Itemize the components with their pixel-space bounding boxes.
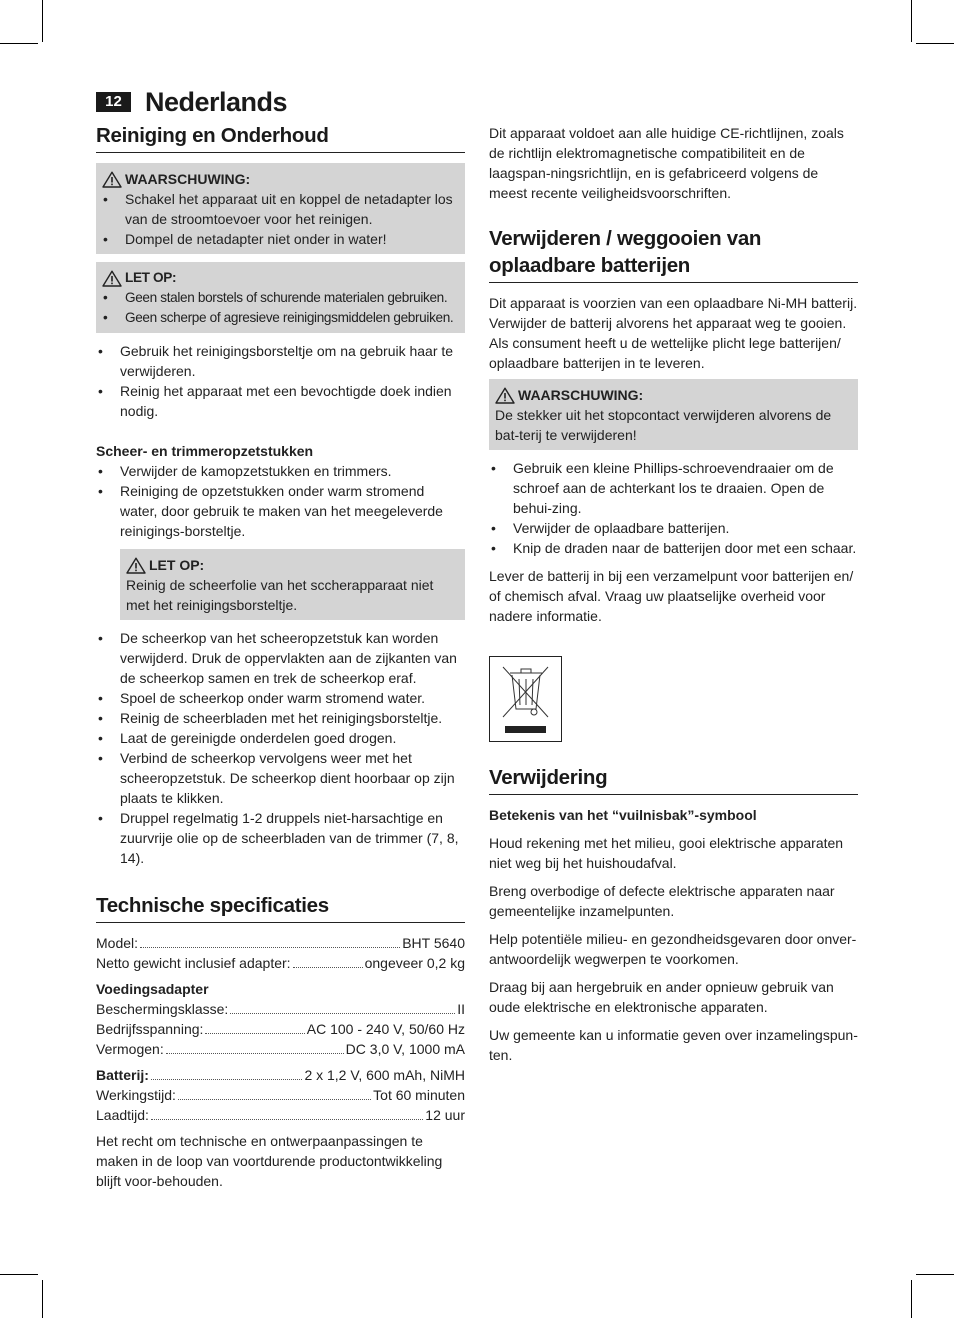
spec-label: Model:	[96, 935, 139, 951]
caution-item: • Geen stalen borstels of schurende materialen gebruiken.	[102, 288, 459, 308]
list-item: • Knip de draden naar de batterijen door met een schaar.	[489, 538, 858, 558]
warning-triangle-icon	[102, 171, 122, 188]
warning-triangle-icon	[102, 270, 122, 287]
list-item: • Reinig het apparaat met een bevochtigde doek indien nodig.	[96, 381, 465, 421]
caution-title: LET OP:	[125, 270, 177, 285]
warning-title: WAARSCHUWING:	[125, 171, 251, 187]
page-title: Nederlands	[145, 87, 288, 117]
crop-mark	[42, 1280, 43, 1318]
right-column	[489, 123, 858, 1073]
attachments-list	[96, 461, 465, 541]
list-item: • Verbind de scheerkop vervolgens weer met het scheeropzetstuk. De scheerkop dient hoorbaar op zijn plaats te klikken.	[96, 748, 465, 808]
spec-label: Netto gewicht inclusief adapter:	[96, 955, 291, 971]
warning-triangle-icon	[495, 387, 515, 404]
cleaning-heading: Reiniging en Onderhoud	[96, 122, 465, 153]
battery-closing: Lever de batterij in bij een verzamelpunt voor batterijen en/ of chemisch afval. Vraag uw plaatselijke overheid voor nadere informatie.	[489, 568, 854, 624]
disposal-paragraph: Help potentiële milieu- en gezondheidsgevaren door onver-antwoordelijk wegwerpen te voorkomen.	[489, 931, 857, 967]
list-item: • De scheerkop van het scheeropzetstuk kan worden verwijderd. Druk de oppervlakten aan de zijkanten van de scheerkop samen en trek de scheerkop eraf.	[96, 628, 465, 688]
disposal-paragraph: Uw gemeente kan u informatie geven over inzamelingspun-ten.	[489, 1027, 858, 1063]
spec-label: Vermogen:	[96, 1041, 164, 1057]
battery-steps-list	[489, 458, 858, 558]
list-item: • Reinig de scheerbladen met het reinigingsborsteltje.	[96, 708, 465, 728]
crop-mark	[0, 1274, 38, 1275]
list-item: • Gebruik een kleine Phillips-schroevendraaier om de schroef aan de achterkant los te draaien. Open de behui-zing.	[489, 458, 858, 518]
crossed-out-wheelie-bin-icon	[490, 657, 561, 741]
specs-heading: Technische specificaties	[96, 892, 465, 923]
spec-value: ongeveer 0,2 kg	[364, 955, 465, 971]
leader-dots	[166, 1040, 344, 1054]
spec-row-model	[96, 933, 465, 953]
spec-label: Bedrijfsspanning:	[96, 1021, 204, 1037]
spec-label: Batterij:	[96, 1067, 149, 1083]
spec-row-charge	[96, 1105, 465, 1125]
leader-dots	[293, 954, 363, 968]
warning-item: • Schakel het apparaat uit en koppel de netadapter los van de stroomtoevoer voor het reinigen.	[102, 189, 459, 229]
disposal-paragraph: Houd rekening met het milieu, gooi elektrische apparaten niet weg bij het huishoudafval.	[489, 835, 844, 871]
shaver-head-list	[96, 628, 465, 868]
spec-row-power	[96, 1039, 465, 1059]
list-item: • Reiniging de opzetstukken onder warm stromend water, door gebruik te maken van het meegeleverde reinigings-borsteltje.	[96, 481, 465, 541]
spec-row-protection	[96, 999, 465, 1019]
warning-box	[96, 163, 465, 254]
leader-dots	[151, 1106, 423, 1120]
battery-warning-box	[489, 379, 858, 450]
warning-title: WAARSCHUWING:	[518, 387, 644, 403]
spec-value: DC 3,0 V, 1000 mA	[345, 1041, 465, 1057]
warning-text: De stekker uit het stopcontact verwijderen alvorens de bat-terij te verwijderen!	[495, 407, 832, 443]
disposal-paragraph: Breng overbodige of defecte elektrische apparaten naar gemeentelijke inzamelpunten.	[489, 883, 835, 919]
disposal-subheading: Betekenis van het “vuilnisbak”-symbool	[489, 807, 757, 823]
spec-value: II	[457, 1001, 465, 1017]
crop-mark	[916, 43, 954, 44]
spec-row-voltage	[96, 1019, 465, 1039]
caution-text: Reinig de scheerfolie van het sccherapparaat niet met het reinigingsborsteltje.	[126, 577, 434, 613]
crop-mark	[42, 0, 43, 42]
crop-mark	[911, 0, 912, 42]
list-item: • Verwijder de kamopzetstukken en trimmers.	[96, 461, 465, 481]
weee-symbol-box	[489, 656, 562, 742]
caution-header	[126, 555, 459, 575]
leader-dots	[230, 1000, 455, 1014]
warning-header	[495, 385, 852, 405]
spec-label: Laadtijd:	[96, 1107, 149, 1123]
list-item: • Verwijder de oplaadbare batterijen.	[489, 518, 858, 538]
caution-item: • Geen scherpe of agresieve reinigingsmiddelen gebruiken.	[102, 308, 459, 328]
specs-note: Het recht om technische en ontwerpaanpassingen te maken in de loop van voortdurende productontwikkeling blijft voor-behouden.	[96, 1133, 443, 1189]
attachments-subheading: Scheer- en trimmeropzetstukken	[96, 443, 314, 459]
page-number: 12	[96, 92, 131, 112]
battery-intro: Dit apparaat is voorzien van een oplaadbare Ni-MH batterij. Verwijder de batterij alvorens het apparaat weg te gooien. Als consument heeft u de wettelijke plicht lege batterijen/ oplaadbare batterijen in te leveren.	[489, 295, 858, 371]
spec-label: Beschermingsklasse:	[96, 1001, 229, 1017]
leader-dots	[151, 1066, 303, 1080]
crop-mark	[0, 43, 38, 44]
leader-dots	[205, 1020, 304, 1034]
leader-dots	[140, 934, 400, 948]
spec-row-runtime	[96, 1085, 465, 1105]
spec-value: Tot 60 minuten	[373, 1087, 465, 1103]
spec-value: 2 x 1,2 V, 600 mAh, NiMH	[304, 1067, 465, 1083]
list-item: • Laat de gereinigde onderdelen goed drogen.	[96, 728, 465, 748]
spec-row-battery	[96, 1065, 465, 1085]
caution-box	[96, 262, 465, 333]
battery-heading: Verwijderen / weggooien van oplaadbare batterijen	[489, 225, 858, 283]
left-column	[96, 122, 465, 1199]
warning-header	[102, 169, 459, 189]
ce-paragraph: Dit apparaat voldoet aan alle huidige CE-richtlijnen, zoals de richtlijn elektromagnetische compatibiliteit en de laagspan-ningsrichtlijn, en is gefabriceerd volgens de meest recente veiligheidsvoorschriften.	[489, 125, 844, 201]
spec-label: Werkingstijd:	[96, 1087, 176, 1103]
crop-mark	[916, 1274, 954, 1275]
warning-item: • Dompel de netadapter niet onder in water!	[102, 229, 459, 249]
spec-value: AC 100 - 240 V, 50/60 Hz	[306, 1021, 465, 1037]
spec-value: BHT 5640	[402, 935, 465, 951]
crop-mark	[911, 1280, 912, 1318]
cleaning-list	[96, 341, 465, 421]
leader-dots	[178, 1086, 371, 1100]
page-header	[96, 86, 466, 120]
caution-title: LET OP:	[149, 557, 205, 573]
disposal-heading: Verwijdering	[489, 764, 858, 795]
spec-row-weight	[96, 953, 465, 973]
caution-header	[102, 268, 459, 288]
warning-triangle-icon	[126, 557, 146, 574]
adapter-subheading: Voedingsadapter	[96, 981, 209, 997]
disposal-paragraph: Draag bij aan hergebruik en ander opnieuw gebruik van oude elektrische en elektronische apparaten.	[489, 979, 834, 1015]
list-item: • Druppel regelmatig 1-2 druppels niet-harsachtige en zuurvrije olie op de scheerbladen van de trimmer (7, 8, 14).	[96, 808, 465, 868]
list-item: • Gebruik het reinigingsborsteltje om na gebruik haar te verwijderen.	[96, 341, 465, 381]
caution-box-foil	[120, 549, 465, 620]
spec-value: 12 uur	[425, 1107, 465, 1123]
list-item: • Spoel de scheerkop onder warm stromend water.	[96, 688, 465, 708]
